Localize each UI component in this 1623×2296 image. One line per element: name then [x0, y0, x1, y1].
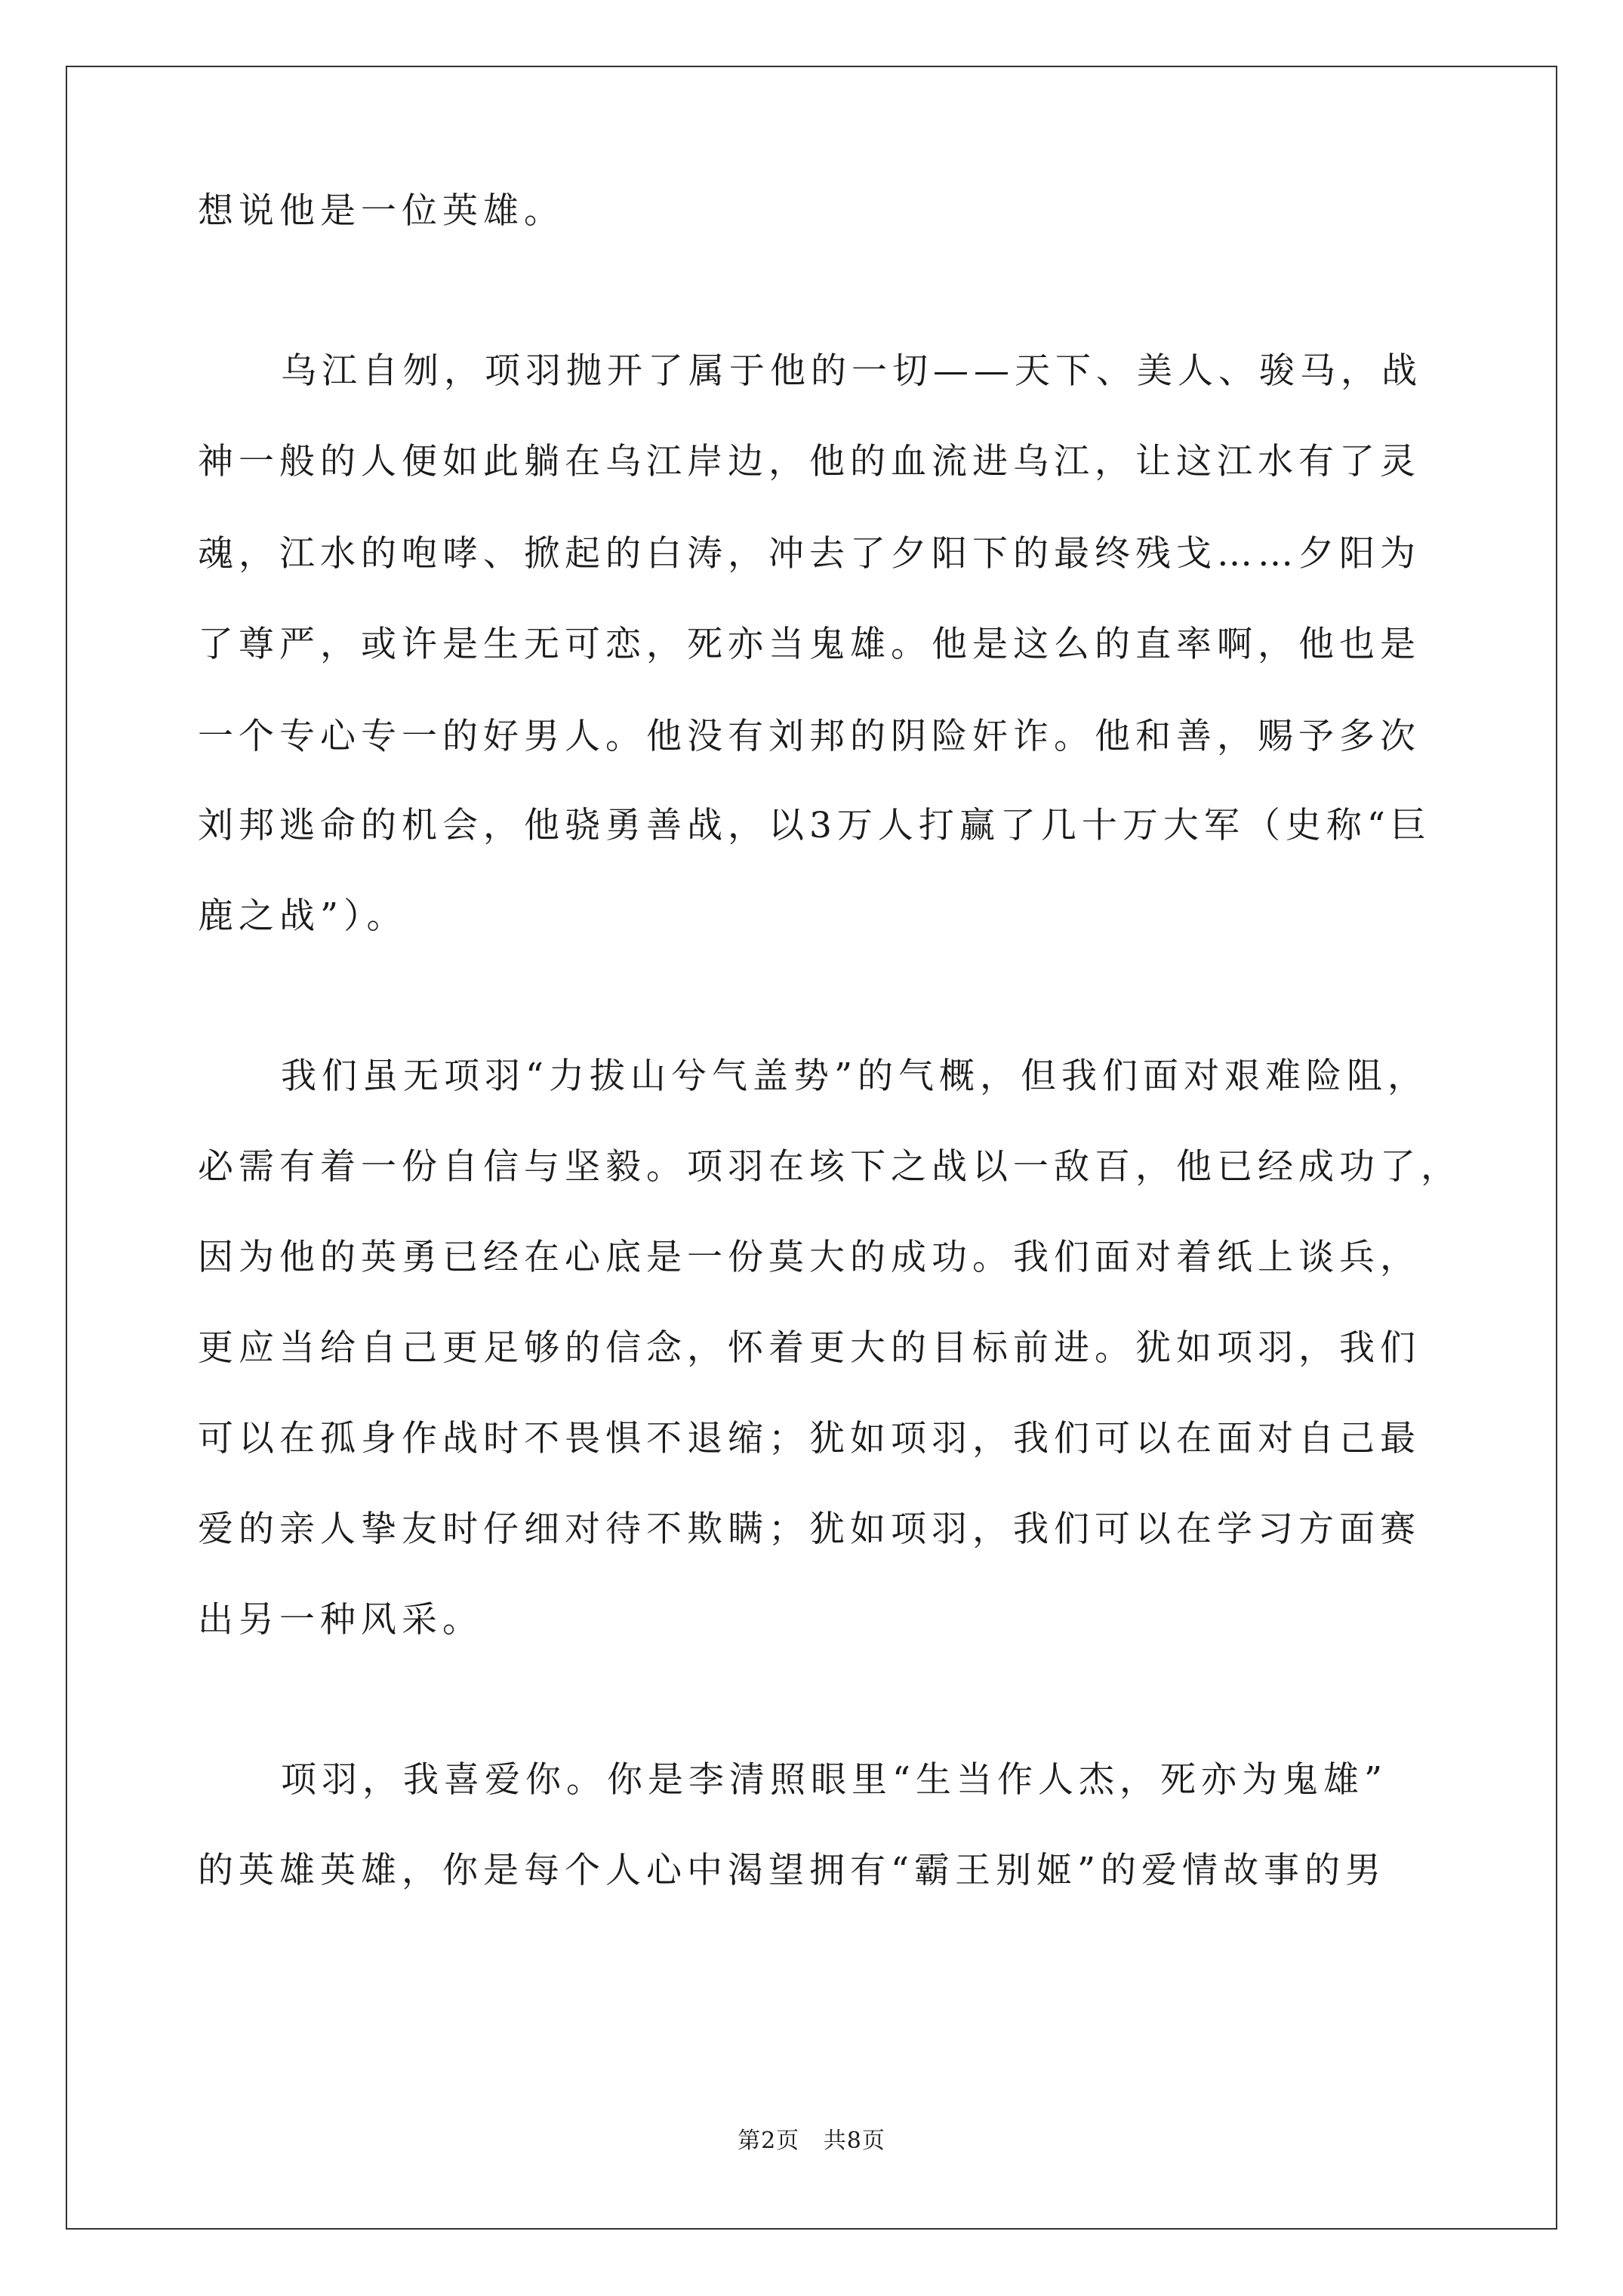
text-line: 更应当给自己更足够的信念，怀着更大的目标前进。犹如项羽，我们	[198, 1327, 1421, 1369]
text-line: 想说他是一位英雄。	[198, 190, 565, 232]
page-number-footer: 第2页 共8页	[738, 2128, 885, 2154]
paragraph-first-line: 我们虽无项羽“力拔山兮气盖势”的气概，但我们面对艰难险阻，	[281, 1056, 1429, 1097]
text-line: 爱的亲人挚友时仔细对待不欺瞒；犹如项羽，我们可以在学习方面赛	[198, 1509, 1421, 1550]
text-line: 一个专心专一的好男人。他没有刘邦的阴险奸诈。他和善，赐予多次	[198, 716, 1421, 757]
text-line: 可以在孤身作战时不畏惧不退缩；犹如项羽，我们可以在面对自己最	[198, 1418, 1421, 1459]
paragraph-first-line: 项羽，我喜爱你。你是李清照眼里“生当作人杰，死亦为鬼雄”	[281, 1759, 1388, 1801]
text-line: 的英雄英雄，你是每个人心中渴望拥有“霸王别姬”的爱情故事的男	[198, 1850, 1387, 1891]
text-line: 出另一种风采。	[198, 1599, 483, 1641]
text-line: 必需有着一份自信与坚毅。项羽在垓下之战以一敌百，他已经成功了，	[198, 1146, 1461, 1188]
text-line: 神一般的人便如此躺在乌江岸边，他的血流进乌江，让这江水有了灵	[198, 441, 1421, 482]
text-line: 因为他的英勇已经在心底是一份莫大的成功。我们面对着纸上谈兵，	[198, 1237, 1421, 1278]
text-line: 了尊严，或许是生无可恋，死亦当鬼雄。他是这么的直率啊，他也是	[198, 624, 1421, 665]
text-line: 刘邦逃命的机会，他骁勇善战，以3万人打赢了几十万大军（史称“巨	[198, 805, 1431, 846]
text-line: 鹿之战”）。	[198, 895, 408, 937]
text-line: 魂，江水的咆哮、掀起的白涛，冲去了夕阳下的最终残戈……夕阳为	[198, 533, 1421, 575]
paragraph-first-line: 乌江自刎，项羽抛开了属于他的一切——天下、美人、骏马，战	[281, 350, 1422, 392]
